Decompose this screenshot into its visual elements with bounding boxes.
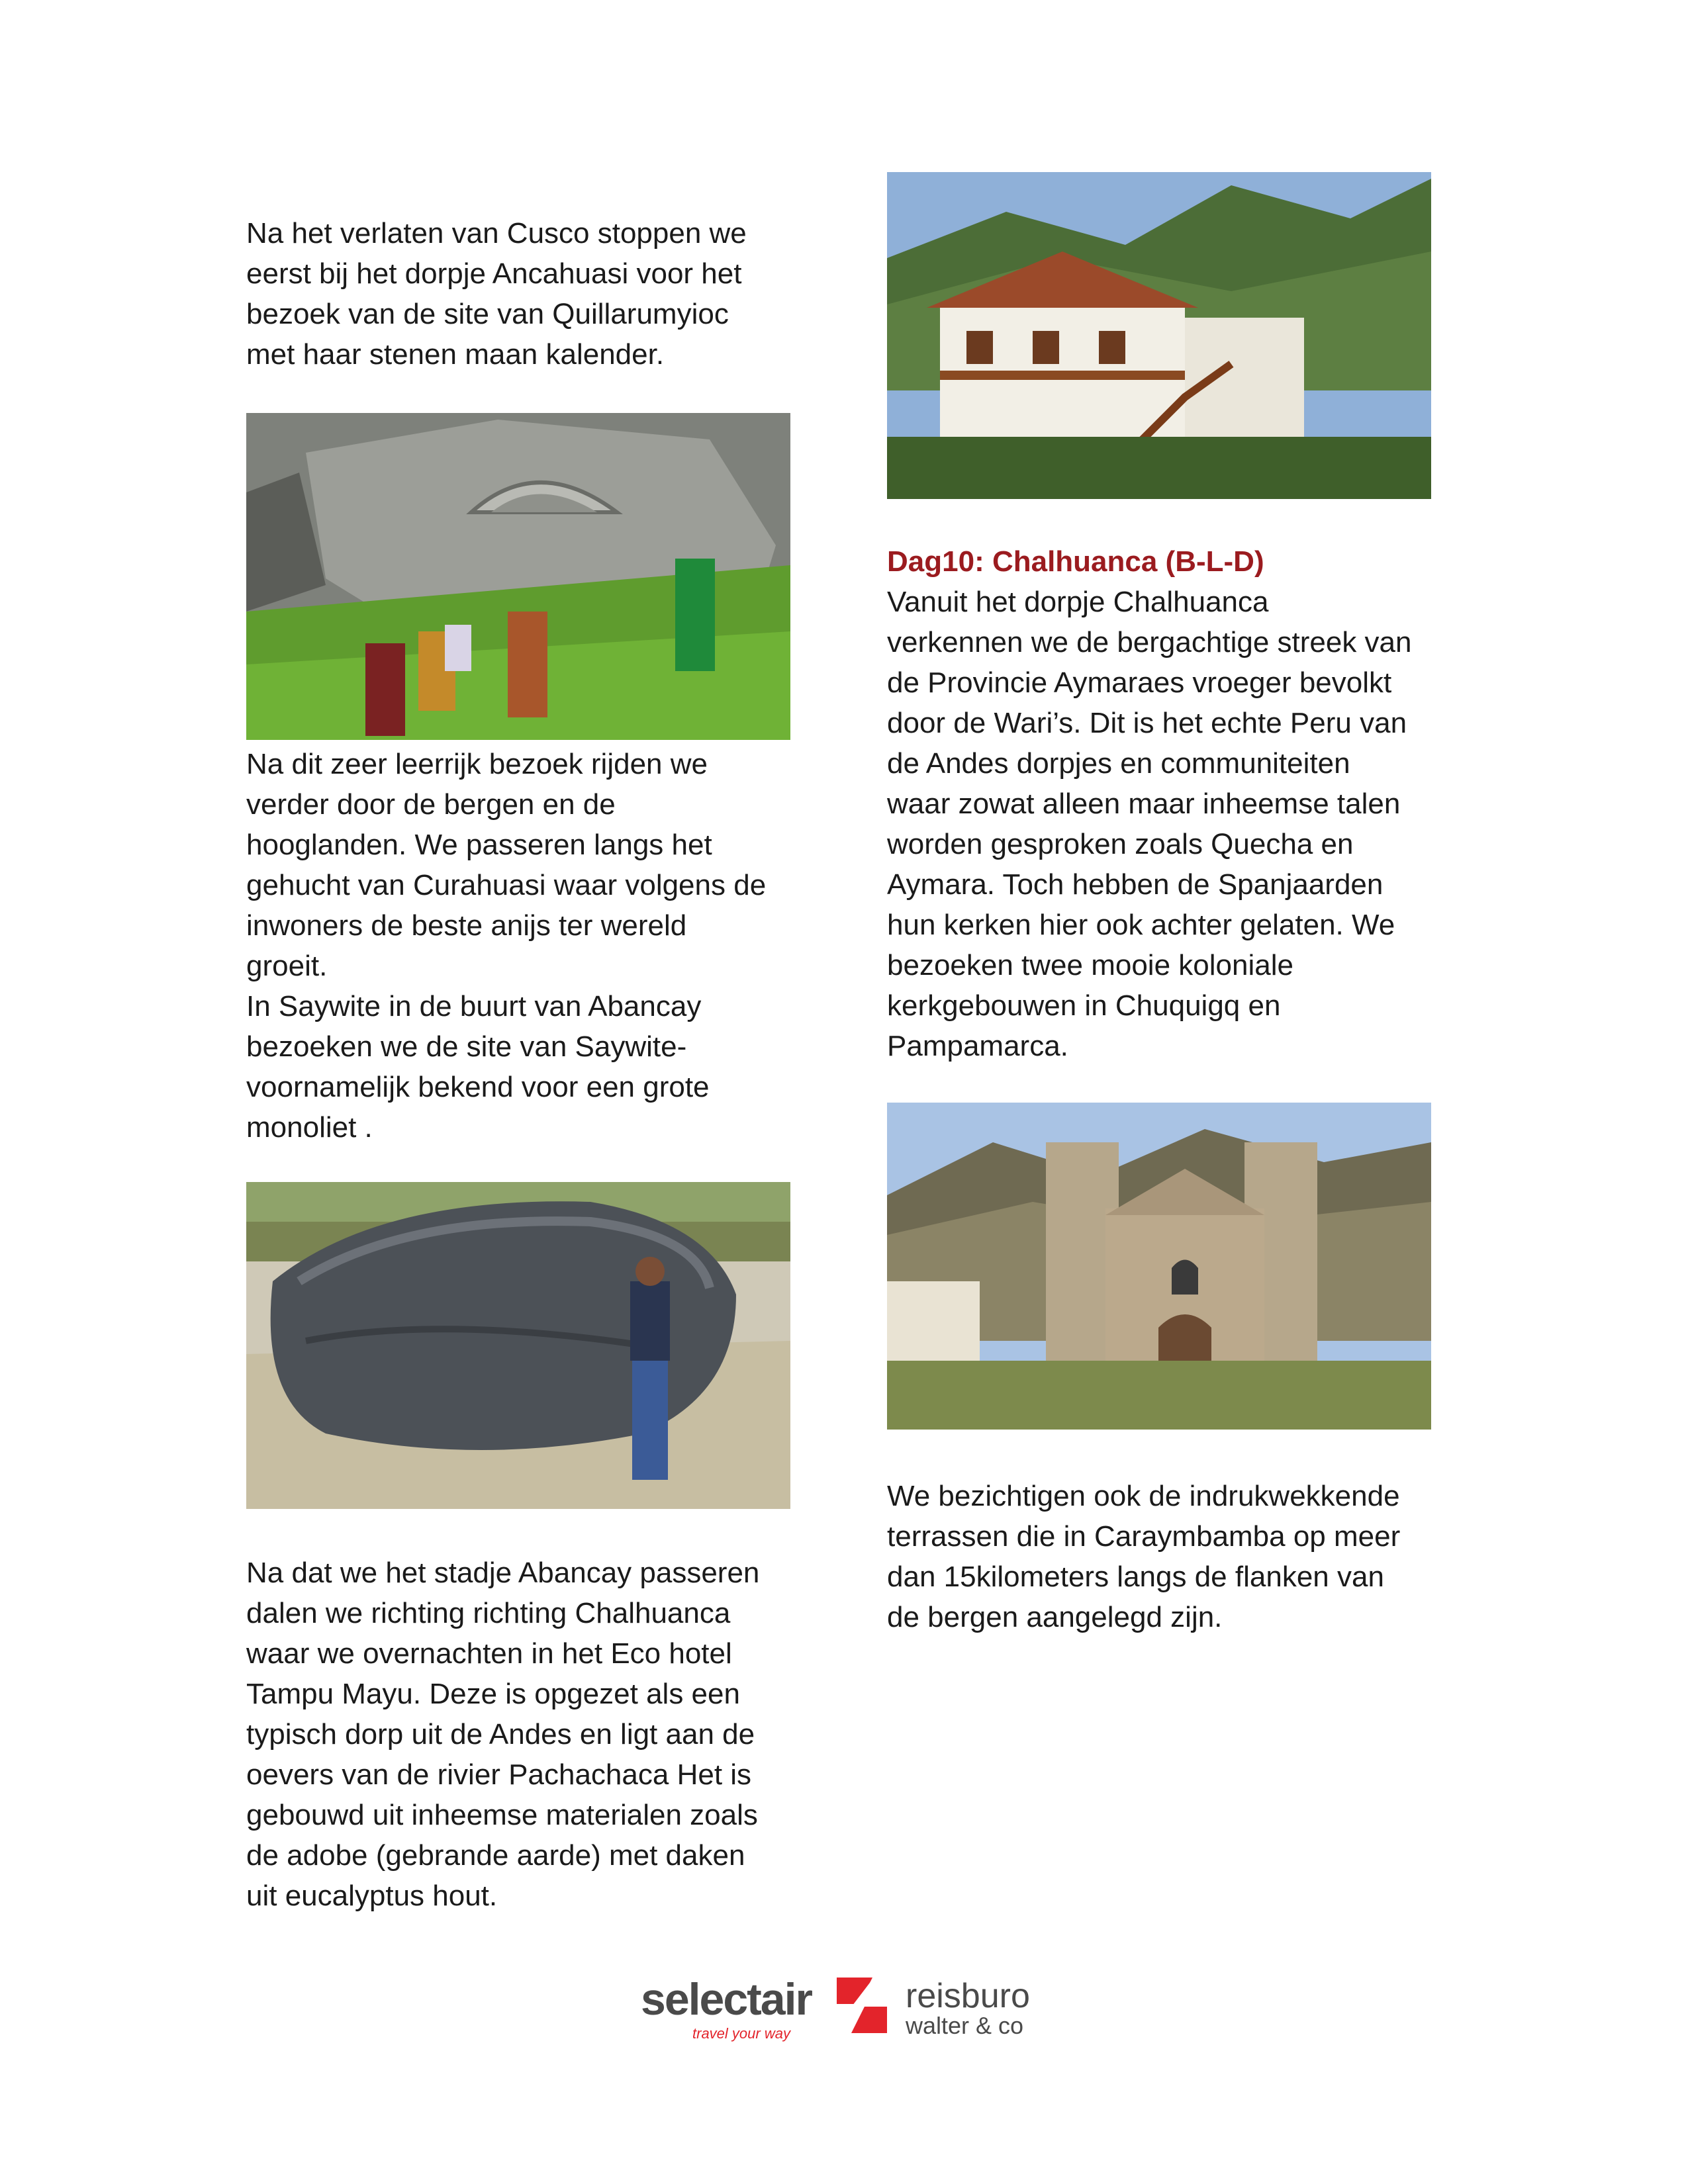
photo-colonial-church	[887, 1103, 1431, 1430]
last-paragraph: Na dat we het stadje Abancay passeren dalen we richting richting Chalhuanca waar we overnachten in het Eco hotel Tampu Mayu. Deze is opgezet als een typisch dorp uit de Andes en ligt aan de oevers van de rivier Pachachaca Het is gebouwd uit inheemse materialen zoals de adobe (gebrande aarde) met daken uit eucalyptus hout.	[246, 1557, 760, 1912]
brand-tagline: travel your way	[692, 2025, 790, 2042]
photo-quillarumyioc-rock	[246, 413, 790, 740]
photo-eco-hotel	[887, 172, 1431, 499]
brand-mark-icon	[833, 1975, 891, 2036]
day-heading: Dag10: Chalhuanca (B-L-D)	[887, 545, 1264, 578]
agency-subtitle: walter & co	[906, 2012, 1024, 2039]
intro-paragraph: Na het verlaten van Cusco stoppen we eerst bij het dorpje Ancahuasi voor het bezoek van de site van Quillarumyioc met haar stenen maan kalender.	[246, 217, 747, 371]
middle-paragraph: Na dit zeer leerrijk bezoek rijden we verder door de bergen en de hooglanden. We passeren langs het gehucht van Curahuasi waar volgens de inwoners de beste anijs ter wereld groeit. In Saywite in de buurt van Abancay bezoeken we de site van Saywite- voornamelijk bekend voor een grote monoliet .	[246, 748, 767, 1144]
agency-name: reisburo	[906, 1977, 1030, 2015]
footer-logo	[641, 1972, 1064, 2045]
photo-saywite-monolith	[246, 1182, 790, 1509]
day-paragraph: Vanuit het dorpje Chalhuanca verkennen we de bergachtige streek van de Provincie Aymaraes vroeger bevolkt door de Wari’s. Dit is het echte Peru van de Andes dorpjes en communiteiten waar zowat alleen maar inheemse talen worden gesproken zoals Quecha en Aymara. Toch hebben de Spanjaarden hun kerken hier ook achter gelaten. We bezoeken twee mooie koloniale kerkgebouwen in Chuquigq en Pampamarca.	[887, 586, 1412, 1062]
terraces-paragraph: We bezichtigen ook de indrukwekkende terrassen die in Caraymbamba op meer dan 15kilometers langs de flanken van de bergen aangelegd zijn.	[887, 1480, 1401, 1633]
brand-name: selectair	[641, 1974, 812, 2025]
